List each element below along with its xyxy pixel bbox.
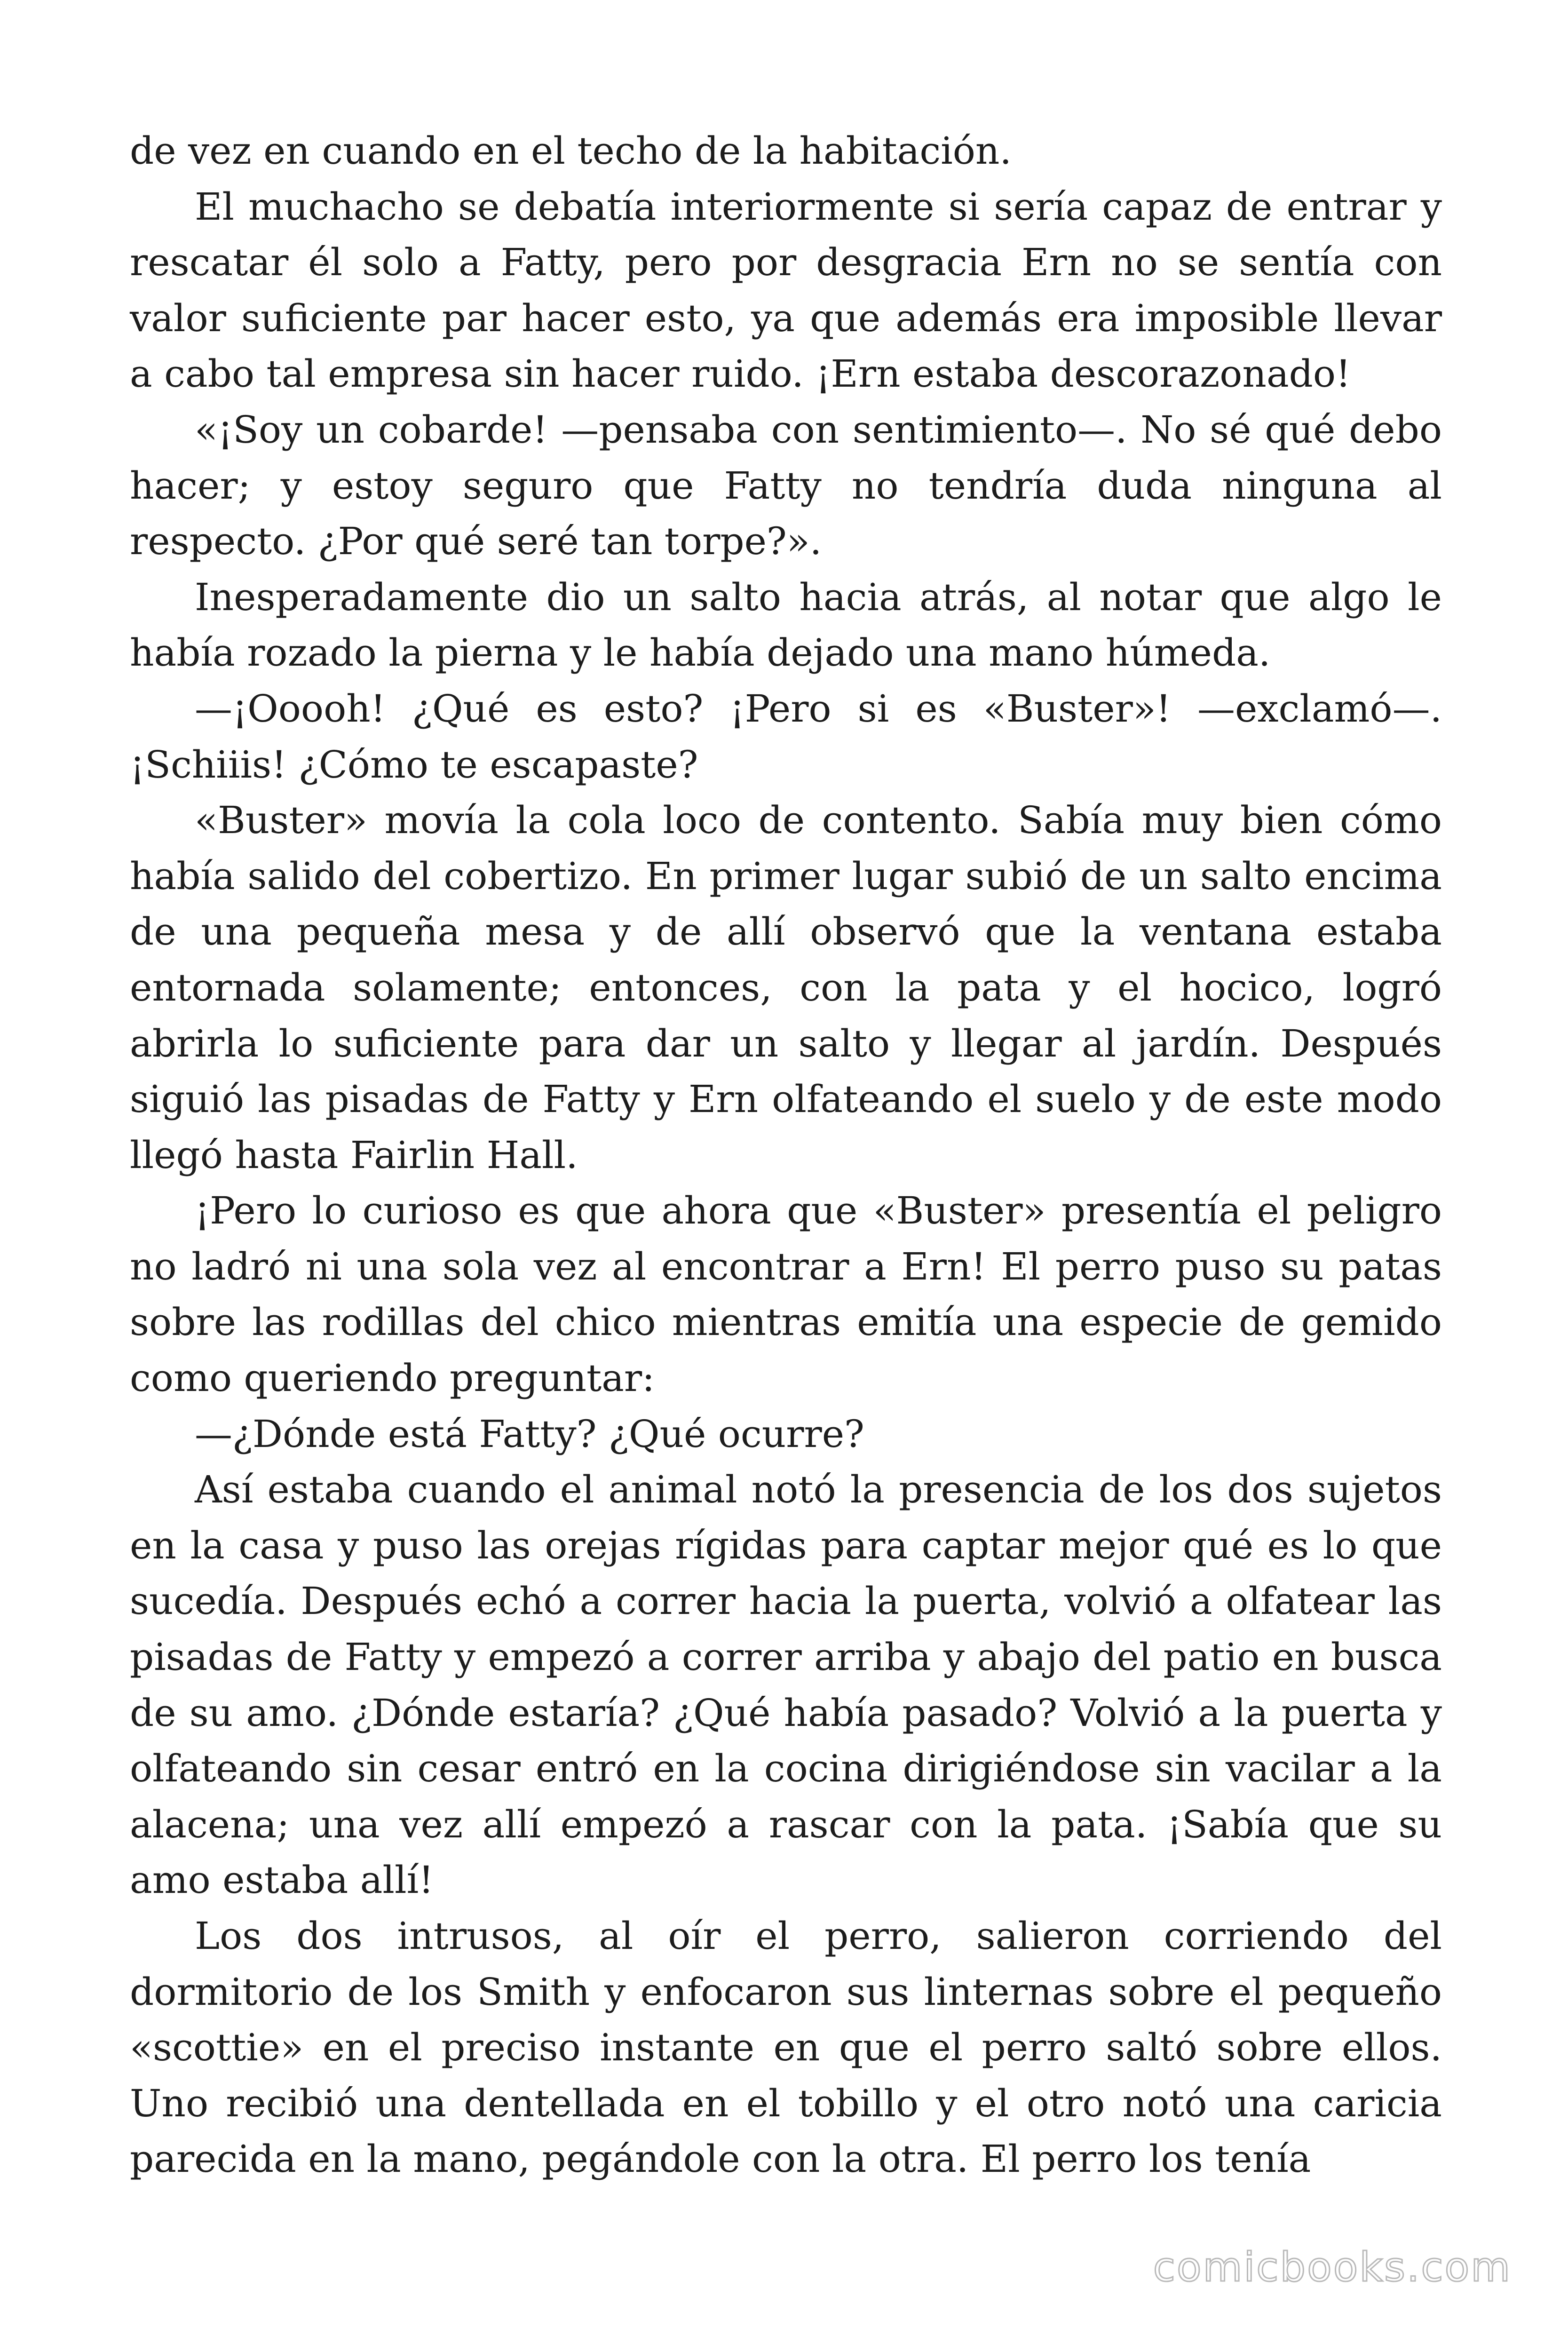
paragraph: —¿Dónde está Fatty? ¿Qué ocurre? — [195, 1412, 864, 1456]
paragraph: —¡Ooooh! ¿Qué es esto? ¡Pero si es «Buster»! —exclamó—. ¡Schiiis! ¿Cómo te escapaste? — [130, 686, 1442, 787]
paragraph: «¡Soy un cobarde! —pensaba con sentimiento—. No sé qué debo hacer; y estoy seguro que Fatty no tendría duda ninguna al respecto. ¿Por qué seré tan torpe?». — [130, 407, 1442, 564]
paragraph: «Buster» movía la cola loco de contento. Sabía muy bien cómo había salido del cobertizo. En primer lugar subió de un salto encima de una pequeña mesa y de allí observó que la ventana estaba entornada solamente; entonces, con la pata y el hocico, logró abrirla lo suficiente para dar un salto y llegar al jardín. Después siguió las pisadas de Fatty y Ern olfateando el suelo y de este modo llegó hasta Fairlin Hall. — [130, 798, 1442, 1177]
paragraph: ¡Pero lo curioso es que ahora que «Buster» presentía el peligro no ladró ni una sola vez al encontrar a Ern! El perro puso su patas sobre las rodillas del chico mientras emitía una especie de gemido como queriendo preguntar: — [130, 1189, 1442, 1400]
paragraph: Los dos intrusos, al oír el perro, salieron corriendo del dormitorio de los Smith y enfocaron sus linternas sobre el pequeño «scottie» en el preciso instante en que el perro saltó sobre ellos. Uno recibió una dentellada en el tobillo y el otro notó una caricia parecida en la mano, pegándole con la otra. El perro los tenía — [130, 1914, 1442, 2181]
page-text — [130, 123, 1442, 2187]
paragraph: El muchacho se debatía interiormente si sería capaz de entrar y rescatar él solo a Fatty, pero por desgracia Ern no se sentía con valor suficiente par hacer esto, ya que además era imposible llevar a cabo tal empresa sin hacer ruido. ¡Ern estaba descorazonado! — [130, 184, 1442, 396]
paragraph-continuation: de vez en cuando en el techo de la habitación. — [130, 129, 1012, 173]
watermark: comicbooks.com — [1153, 2244, 1512, 2291]
paragraph: Así estaba cuando el animal notó la presencia de los dos sujetos en la casa y puso las orejas rígidas para captar mejor qué es lo que sucedía. Después echó a correr hacia la puerta, volvió a olfatear las pisadas de Fatty y empezó a correr arriba y abajo del patio en busca de su amo. ¿Dónde estaría? ¿Qué había pasado? Volvió a la puerta y olfateando sin cesar entró en la cocina dirigiéndose sin vacilar a la alacena; una vez allí empezó a rascar con la pata. ¡Sabía que su amo estaba allí! — [130, 1468, 1442, 1902]
paragraph: Inesperadamente dio un salto hacia atrás, al notar que algo le había rozado la pierna y le había dejado una mano húmeda. — [130, 575, 1442, 675]
